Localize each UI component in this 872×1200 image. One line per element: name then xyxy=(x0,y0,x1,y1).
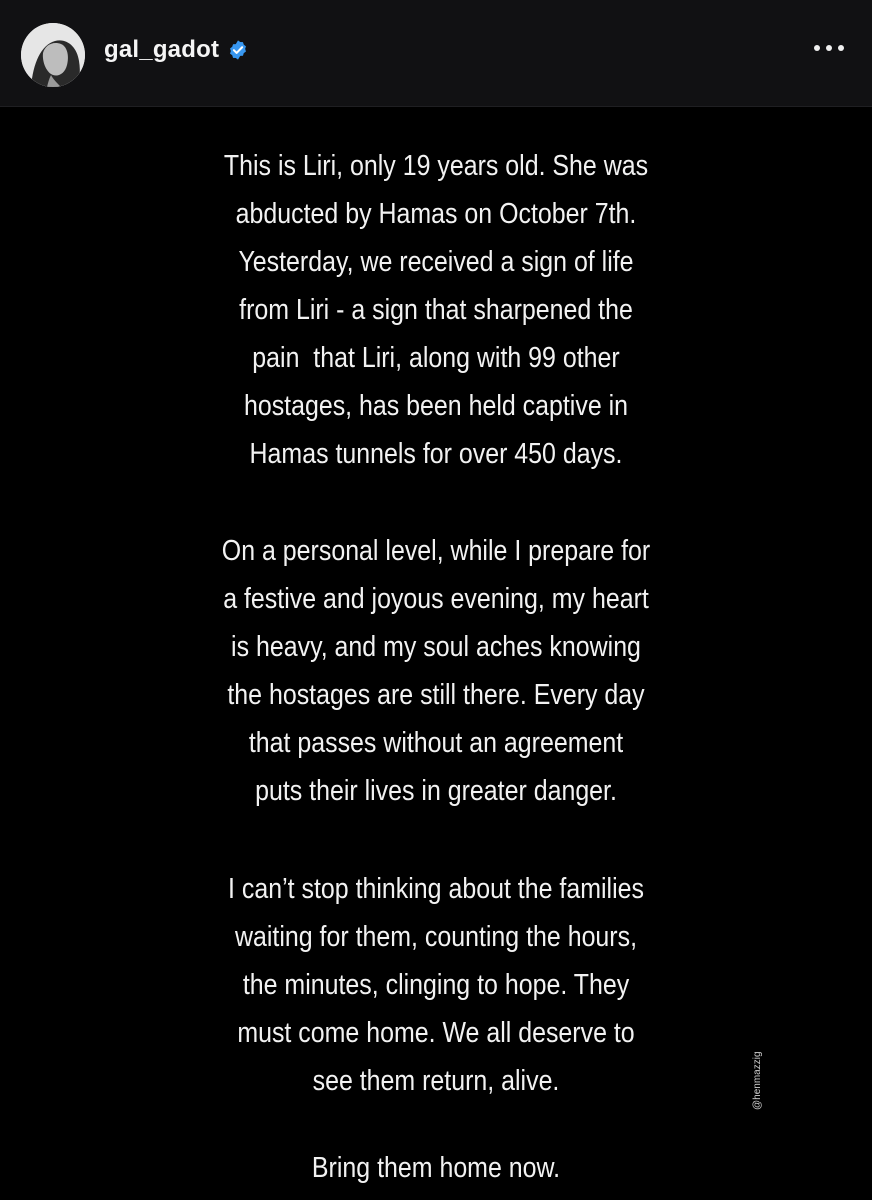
text-line: On a personal level, while I prepare for xyxy=(221,535,651,567)
story-content xyxy=(0,107,872,1200)
text-line: see them return, alive. xyxy=(312,1065,560,1097)
text-line: the minutes, clinging to hope. They xyxy=(242,969,630,1001)
text-line: that passes without an agreement xyxy=(248,727,624,759)
username[interactable]: gal_gadot xyxy=(104,36,220,63)
more-horizontal-icon xyxy=(814,45,820,51)
verified-badge-icon xyxy=(227,39,249,61)
text-line: hostages, has been held captive in xyxy=(243,390,629,422)
text-line: I can’t stop thinking about the families xyxy=(228,873,644,905)
text-line: Hamas tunnels for over 450 days. xyxy=(249,438,623,470)
text-line: pain that Liri, along with 99 other xyxy=(252,342,620,374)
text-line: from Liri - a sign that sharpened the xyxy=(239,294,633,326)
story-paragraph xyxy=(0,1144,872,1192)
text-line: abducted by Hamas on October 7th. xyxy=(235,198,637,230)
avatar[interactable] xyxy=(21,23,85,87)
text-line: waiting for them, counting the hours, xyxy=(234,921,638,953)
text-line: the hostages are still there. Every day xyxy=(227,679,645,711)
story-paragraph xyxy=(0,142,872,478)
story-paragraph xyxy=(0,865,872,1105)
text-line: puts their lives in greater danger. xyxy=(255,775,617,807)
text-line: is heavy, and my soul aches knowing xyxy=(231,631,641,663)
text-line: a festive and joyous evening, my heart xyxy=(223,583,649,615)
post-header xyxy=(0,0,872,107)
text-line: Bring them home now. xyxy=(311,1152,561,1184)
more-options-button[interactable] xyxy=(814,45,844,51)
text-line: must come home. We all deserve to xyxy=(237,1017,635,1049)
watermark: @henmazzig xyxy=(752,1051,763,1110)
text-line: Yesterday, we received a sign of life xyxy=(238,246,634,278)
text-line: This is Liri, only 19 years old. She was xyxy=(223,150,649,182)
story-paragraph xyxy=(0,527,872,815)
